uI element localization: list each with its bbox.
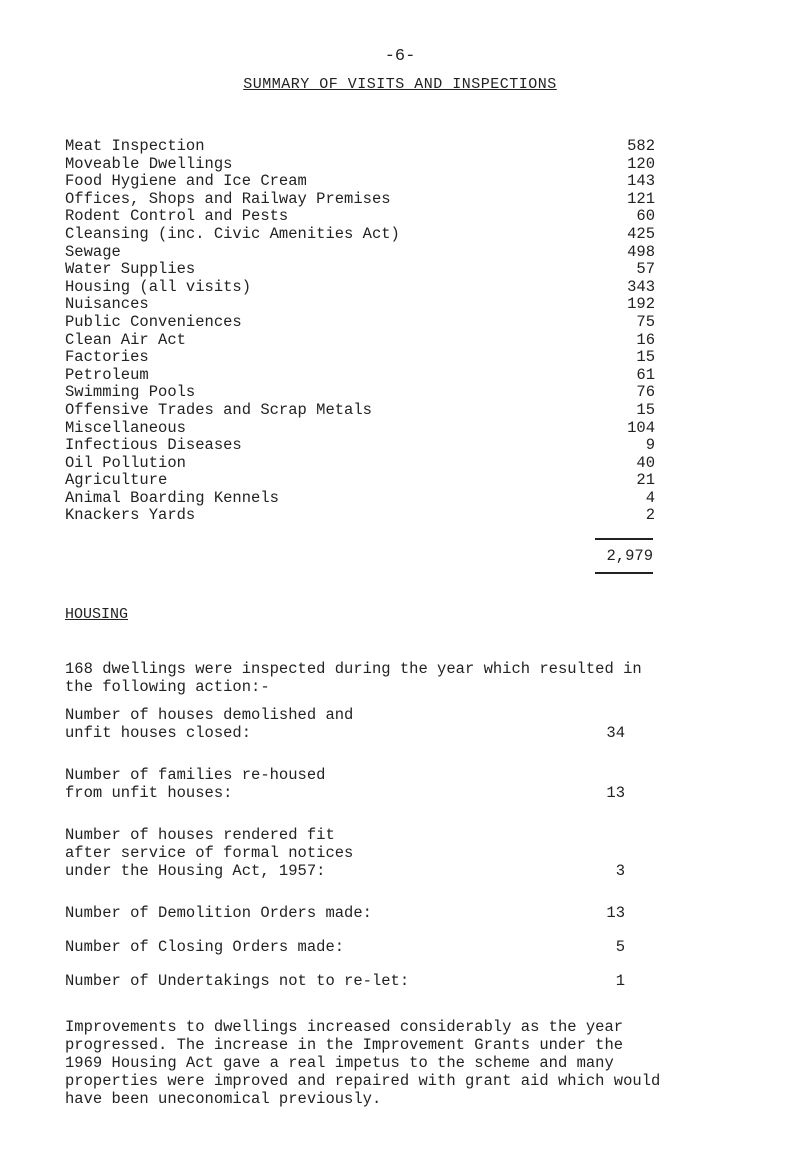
housing-action-label: Number of houses demolished and unfit houses closed:	[65, 706, 354, 742]
summary-row	[65, 332, 655, 350]
summary-value: 60	[636, 207, 655, 226]
total-rule-top	[595, 538, 653, 540]
summary-label: Nuisances	[65, 295, 149, 314]
summary-value: 21	[636, 471, 655, 490]
summary-value: 57	[636, 260, 655, 279]
summary-value: 104	[627, 418, 655, 437]
housing-action-label: Number of Demolition Orders made:	[65, 904, 372, 922]
summary-row	[65, 191, 655, 209]
summary-row	[65, 138, 655, 156]
summary-label: Infectious Diseases	[65, 436, 242, 455]
summary-label: Public Conveniences	[65, 312, 242, 331]
summary-label: Food Hygiene and Ice Cream	[65, 172, 307, 191]
summary-value: 143	[627, 172, 655, 191]
summary-label: Clean Air Act	[65, 330, 186, 349]
housing-action-label: Number of Closing Orders made:	[65, 938, 345, 956]
housing-action-label: Number of Undertakings not to re-let:	[65, 972, 410, 990]
housing-intro: 168 dwellings were inspected during the year which resulted in the following action:-	[65, 660, 642, 696]
summary-label: Cleansing (inc. Civic Amenities Act)	[65, 224, 400, 243]
housing-action-value: 34	[606, 724, 625, 742]
summary-value: 61	[636, 365, 655, 384]
summary-label: Sewage	[65, 242, 121, 261]
housing-action	[65, 766, 625, 802]
housing-action-value: 1	[615, 972, 625, 990]
summary-row	[65, 455, 655, 473]
summary-row	[65, 261, 655, 279]
summary-value: 15	[636, 400, 655, 419]
summary-label: Moveable Dwellings	[65, 154, 233, 173]
summary-value: 76	[636, 383, 655, 402]
summary-label: Swimming Pools	[65, 383, 196, 402]
summary-row	[65, 490, 655, 508]
summary-row	[65, 437, 655, 455]
total-rule-bottom	[595, 572, 653, 574]
housing-action-value: 13	[606, 784, 625, 802]
summary-row	[65, 279, 655, 297]
summary-row	[65, 156, 655, 174]
summary-label: Housing (all visits)	[65, 277, 252, 296]
summary-row	[65, 349, 655, 367]
summary-value: 9	[645, 436, 655, 455]
page-number: -6-	[384, 47, 416, 66]
summary-row	[65, 402, 655, 420]
summary-total: 2,979	[606, 547, 653, 565]
summary-label: Rodent Control and Pests	[65, 207, 289, 226]
summary-label: Factories	[65, 348, 149, 367]
summary-row	[65, 367, 655, 385]
summary-value: 15	[636, 348, 655, 367]
summary-label: Petroleum	[65, 365, 149, 384]
summary-row	[65, 244, 655, 262]
summary-value: 2	[645, 506, 655, 525]
summary-label: Meat Inspection	[65, 137, 205, 155]
housing-action	[65, 706, 625, 742]
summary-row	[65, 384, 655, 402]
housing-conclusion: Improvements to dwellings increased considerably as the year progressed. The increase in the Improvement Grants under the 1969 Housing Act gave a real impetus to the scheme and many properties were improved and repaired with grant aid which would have been uneconomical previously.	[65, 1018, 661, 1108]
housing-action-value: 13	[606, 904, 625, 922]
housing-action	[65, 972, 625, 990]
summary-label: Water Supplies	[65, 260, 196, 279]
summary-row	[65, 507, 655, 525]
summary-label: Knackers Yards	[65, 506, 196, 525]
housing-action-label: Number of families re-housed from unfit houses:	[65, 766, 326, 802]
summary-row	[65, 173, 655, 191]
summary-label: Animal Boarding Kennels	[65, 488, 279, 507]
summary-row	[65, 472, 655, 490]
summary-label: Miscellaneous	[65, 418, 186, 437]
housing-heading: HOUSING	[65, 606, 129, 623]
summary-value: 75	[636, 312, 655, 331]
summary-table	[65, 138, 655, 525]
housing-action	[65, 938, 625, 956]
summary-value: 16	[636, 330, 655, 349]
summary-label: Oil Pollution	[65, 453, 186, 472]
summary-value: 425	[627, 224, 655, 243]
summary-label: Agriculture	[65, 471, 168, 490]
summary-value: 40	[636, 453, 655, 472]
summary-value: 4	[645, 488, 655, 507]
summary-row	[65, 208, 655, 226]
page-title: SUMMARY OF VISITS AND INSPECTIONS	[243, 76, 557, 93]
summary-label: Offices, Shops and Railway Premises	[65, 189, 391, 208]
summary-value: 582	[627, 137, 655, 155]
summary-value: 343	[627, 277, 655, 296]
summary-value: 192	[627, 295, 655, 314]
summary-value: 121	[627, 189, 655, 208]
housing-action	[65, 904, 625, 922]
housing-action-value: 5	[615, 938, 625, 956]
summary-value: 120	[627, 154, 655, 173]
housing-action	[65, 826, 625, 880]
summary-row	[65, 296, 655, 314]
housing-action-value: 3	[615, 862, 625, 880]
summary-row	[65, 314, 655, 332]
summary-label: Offensive Trades and Scrap Metals	[65, 400, 372, 419]
housing-action-label: Number of houses rendered fit after service of formal notices under the Housing Act, 1957:	[65, 826, 354, 880]
summary-row	[65, 420, 655, 438]
summary-row	[65, 226, 655, 244]
summary-value: 498	[627, 242, 655, 261]
